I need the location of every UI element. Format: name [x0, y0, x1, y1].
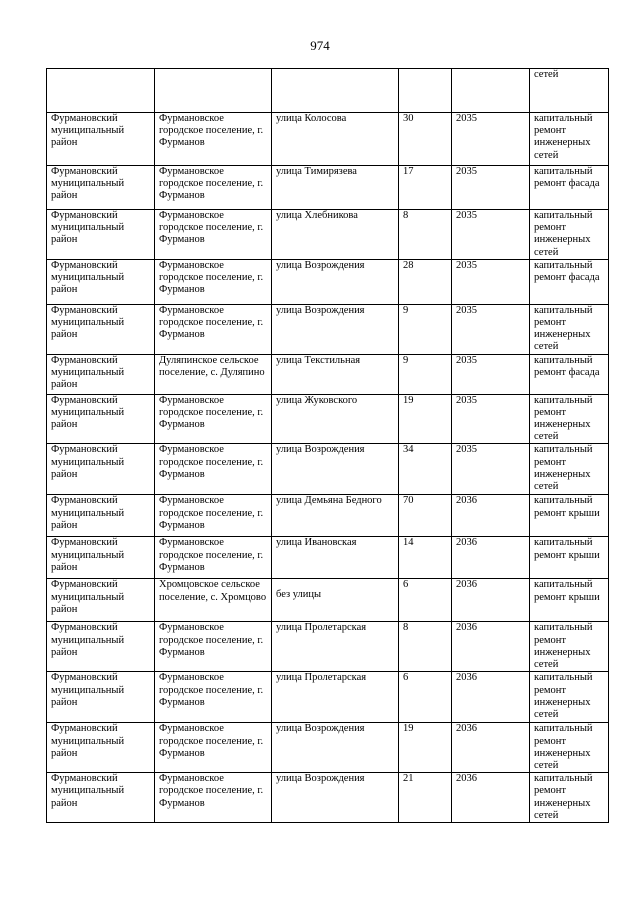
year-cell: 2035 [452, 259, 530, 304]
year-cell: 2035 [452, 210, 530, 260]
district-cell: Фурмановский муниципальный район [47, 444, 155, 495]
work-type-cell: капитальный ремонт фасада [530, 166, 609, 210]
district-cell: Фурмановский муниципальный район [47, 259, 155, 304]
district-cell [47, 69, 155, 113]
page-number: 974 [310, 38, 330, 53]
settlement-cell: Фурмановское городское поселение, г. Фурманов [155, 622, 272, 672]
table-row [47, 773, 609, 823]
year-cell: 2035 [452, 113, 530, 166]
district-cell: Фурмановский муниципальный район [47, 773, 155, 823]
year-cell: 2035 [452, 354, 530, 394]
house-number-cell: 14 [399, 537, 452, 579]
house-number-cell: 8 [399, 210, 452, 260]
table-row-continuation [47, 69, 609, 113]
house-number-cell: 9 [399, 304, 452, 354]
year-cell [452, 69, 530, 113]
settlement-cell: Хромцовское сельское поселение, с. Хромцово [155, 579, 272, 622]
house-number-cell: 6 [399, 579, 452, 622]
district-cell: Фурмановский муниципальный район [47, 495, 155, 537]
work-type-cell: капитальный ремонт крыши [530, 579, 609, 622]
work-type-cell: капитальный ремонт инженерных сетей [530, 672, 609, 723]
house-number-cell [399, 69, 452, 113]
work-type-cell: капитальный ремонт инженерных сетей [530, 210, 609, 260]
settlement-cell: Фурмановское городское поселение, г. Фурманов [155, 166, 272, 210]
street-cell: улица Тимирязева [272, 166, 399, 210]
settlement-cell: Фурмановское городское поселение, г. Фурманов [155, 259, 272, 304]
table-row [47, 723, 609, 773]
table-row [47, 259, 609, 304]
district-cell: Фурмановский муниципальный район [47, 166, 155, 210]
house-number-cell: 9 [399, 354, 452, 394]
house-number-cell: 21 [399, 773, 452, 823]
year-cell: 2036 [452, 579, 530, 622]
settlement-cell: Фурмановское городское поселение, г. Фурманов [155, 210, 272, 260]
street-cell: улица Жуковского [272, 394, 399, 444]
settlement-cell: Фурмановское городское поселение, г. Фурманов [155, 113, 272, 166]
table-row [47, 579, 609, 622]
year-cell: 2036 [452, 537, 530, 579]
settlement-cell: Фурмановское городское поселение, г. Фурманов [155, 394, 272, 444]
house-number-cell: 19 [399, 723, 452, 773]
work-type-cell: капитальный ремонт инженерных сетей [530, 113, 609, 166]
table-row [47, 304, 609, 354]
house-number-cell: 6 [399, 672, 452, 723]
street-cell: без улицы [272, 579, 399, 622]
work-type-cell: капитальный ремонт крыши [530, 537, 609, 579]
year-cell: 2035 [452, 394, 530, 444]
street-cell [272, 69, 399, 113]
district-cell: Фурмановский муниципальный район [47, 622, 155, 672]
settlement-cell: Фурмановское городское поселение, г. Фурманов [155, 773, 272, 823]
house-number-cell: 28 [399, 259, 452, 304]
year-cell: 2036 [452, 495, 530, 537]
district-cell: Фурмановский муниципальный район [47, 579, 155, 622]
work-type-cell: капитальный ремонт инженерных сетей [530, 304, 609, 354]
street-cell: улица Ивановская [272, 537, 399, 579]
district-cell: Фурмановский муниципальный район [47, 394, 155, 444]
table-row [47, 394, 609, 444]
year-cell: 2036 [452, 672, 530, 723]
district-cell: Фурмановский муниципальный район [47, 304, 155, 354]
work-type-cell: капитальный ремонт фасада [530, 354, 609, 394]
district-cell: Фурмановский муниципальный район [47, 210, 155, 260]
district-cell: Фурмановский муниципальный район [47, 537, 155, 579]
settlement-cell: Фурмановское городское поселение, г. Фурманов [155, 495, 272, 537]
work-type-cell [530, 69, 609, 113]
district-cell: Фурмановский муниципальный район [47, 354, 155, 394]
work-type-cell: капитальный ремонт инженерных сетей [530, 773, 609, 823]
year-cell: 2035 [452, 166, 530, 210]
table-row [47, 354, 609, 394]
street-cell: улица Возрождения [272, 259, 399, 304]
work-type-cell: капитальный ремонт инженерных сетей [530, 622, 609, 672]
street-cell: улица Демьяна Бедного [272, 495, 399, 537]
work-type-cell: капитальный ремонт инженерных сетей [530, 394, 609, 444]
table-row [47, 622, 609, 672]
year-cell: 2035 [452, 304, 530, 354]
settlement-cell: Фурмановское городское поселение, г. Фурманов [155, 672, 272, 723]
year-cell: 2036 [452, 622, 530, 672]
house-number-cell: 17 [399, 166, 452, 210]
table-row [47, 166, 609, 210]
house-number-cell: 8 [399, 622, 452, 672]
street-cell: улица Пролетарская [272, 672, 399, 723]
district-cell: Фурмановский муниципальный район [47, 113, 155, 166]
settlement-cell [155, 69, 272, 113]
housing-repair-table [46, 68, 609, 823]
table-row [47, 495, 609, 537]
work-type-cell: капитальный ремонт инженерных сетей [530, 723, 609, 773]
street-cell: улица Возрождения [272, 304, 399, 354]
year-cell: 2036 [452, 773, 530, 823]
work-type-cell: капитальный ремонт инженерных сетей [530, 444, 609, 495]
work-type-cell: капитальный ремонт крыши [530, 495, 609, 537]
street-cell: улица Текстильная [272, 354, 399, 394]
work-type-cell: капитальный ремонт фасада [530, 259, 609, 304]
street-cell: улица Возрождения [272, 723, 399, 773]
table-row [47, 672, 609, 723]
table-row [47, 444, 609, 495]
work-type-text: сетей [534, 69, 559, 80]
settlement-cell: Фурмановское городское поселение, г. Фурманов [155, 444, 272, 495]
street-cell: улица Возрождения [272, 773, 399, 823]
street-cell: улица Возрождения [272, 444, 399, 495]
settlement-cell: Фурмановское городское поселение, г. Фурманов [155, 723, 272, 773]
house-number-cell: 34 [399, 444, 452, 495]
street-cell: улица Колосова [272, 113, 399, 166]
table-row [47, 113, 609, 166]
district-cell: Фурмановский муниципальный район [47, 672, 155, 723]
house-number-cell: 30 [399, 113, 452, 166]
year-cell: 2036 [452, 723, 530, 773]
house-number-cell: 19 [399, 394, 452, 444]
district-cell: Фурмановский муниципальный район [47, 723, 155, 773]
table-row [47, 210, 609, 260]
street-cell: улица Хлебникова [272, 210, 399, 260]
settlement-cell: Фурмановское городское поселение, г. Фурманов [155, 537, 272, 579]
table-row [47, 537, 609, 579]
year-cell: 2035 [452, 444, 530, 495]
settlement-cell: Дуляпинское сельское поселение, с. Дуляпино [155, 354, 272, 394]
settlement-cell: Фурмановское городское поселение, г. Фурманов [155, 304, 272, 354]
house-number-cell: 70 [399, 495, 452, 537]
street-cell: улица Пролетарская [272, 622, 399, 672]
